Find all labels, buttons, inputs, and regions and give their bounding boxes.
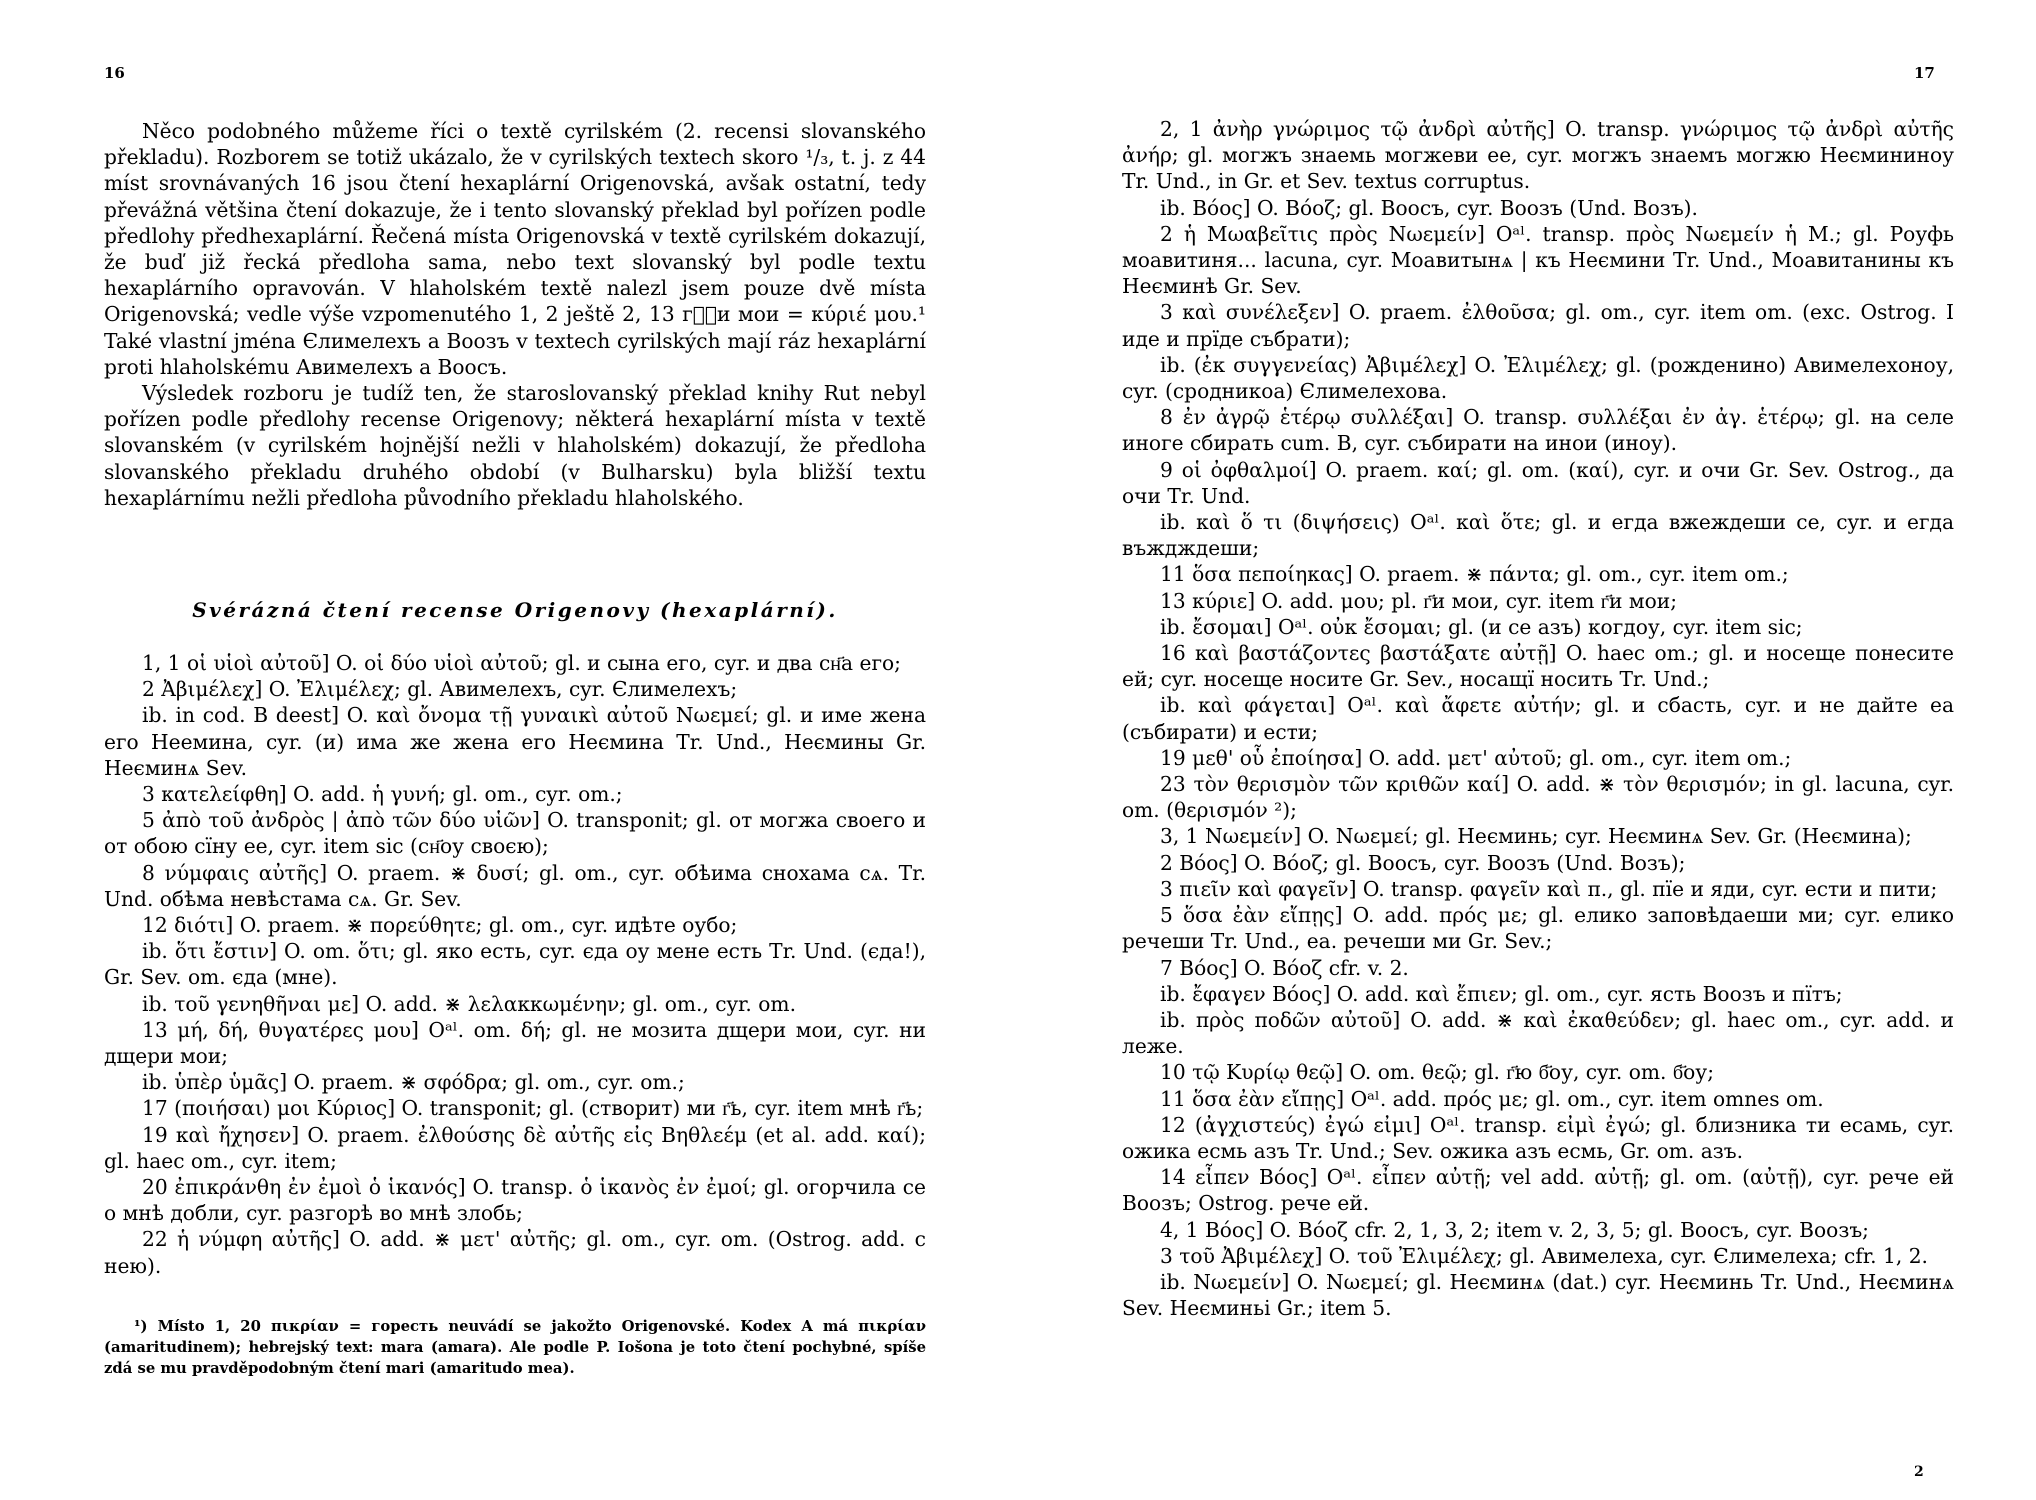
variant-entry: 12 (ἀγχιστεύς) ἐγώ εἰμι] Oᵃˡ. transp. εἰμὶ ἐγώ; gl. близника ти есамь, cyr. ожика есмь азъ Tr. Und.; Sev. ожика азъ есмь, Gr. om. азъ. bbox=[1122, 1112, 1954, 1163]
left-entries bbox=[104, 650, 926, 1279]
right-entries bbox=[1122, 116, 1954, 1321]
variant-entry: 3 καὶ συνέλεξεν] O. praem. ἐλθοῦσα; gl. om., cyr. item om. (exc. Ostrog. І иде и прїде събрати); bbox=[1122, 300, 1954, 351]
intro-paragraph-1: Něco podobného můžeme říci o textě cyrilském (2. recensi slovanského překladu). Rozborem se totiž ukázalo, že v cyrilských textech skoro ¹/₃, t. j. z 44 míst srovnávaných 16 jsou čtení hexaplární Origenovská, avšak ostatní, tedy převážná většina čtení dokazuje, že i tento slovanský překlad byl pořízen podle předlohy předhexaplární. Řečená místa Origenovská v textě cyrilském dokazují, že buď již řecká předloha sama, nebo text slovanský byl podle textu hexaplárního opravován. V hlaholském textě nalezl jsem pouze dvě místa Origenovská; vedle výše vzpomenutého 1, 2 ještě 2, 13 г҃ⷭи мои = κύριέ μου.¹ Také vlastní jména Єлимелехъ a Воозъ v textech cyrilských mají ráz hexaplární proti hlaholskému Авимелехъ a Воосъ. bbox=[104, 119, 926, 379]
footnote-text: ¹) Místo 1, 20 πικρίαν = горесть neuvádí se jakožto Origenovské. Kodex A má πικρίαν (amaritudinem); hebrejský text: mara (amara). Ale podle P. Iošona je toto čtení pochybné, spíše zdá se mu pravděpodobným čtení mari (amaritudo mea). bbox=[104, 1318, 926, 1377]
variant-entry: 2 ἡ Μωαβεῖτις πρὸς Νωεμείν] Oᵃˡ. transp. πρὸς Νωεμείν ἡ M.; gl. Роуфь моавитиня... lacuna, cyr. Моавитынѧ | къ Неємини Tr. Und., Моавитанины къ Неєминѣ Gr. Sev. bbox=[1122, 221, 1954, 299]
footnote bbox=[104, 1316, 926, 1379]
variant-entry: 11 ὅσα πεποίηκας] O. praem. ⋇ πάντα; gl. om., cyr. item om.; bbox=[1160, 562, 1789, 587]
variant-entry: 17 (ποιήσαι) μοι Κύριος] O. transponit; gl. (створит) ми г҃ь, cyr. item мнѣ г҃ь; bbox=[142, 1096, 924, 1121]
right-page bbox=[1018, 0, 2036, 1500]
variant-entry: 2 Ἀβιμέλεχ] O. Ἐλιμέλεχ; gl. Авимелехъ, cyr. Єлимелехъ; bbox=[142, 677, 738, 702]
variant-entry: 3 κατελείφθη] O. add. ἡ γυνή; gl. om., cyr. om.; bbox=[142, 782, 623, 807]
variant-entry: 13 κύριε] O. add. μου; pl. г҃и мои, cyr. item г҃и мои; bbox=[1160, 588, 1678, 613]
variant-entry: 16 καὶ βαστάζοντες βαστάξατε αὐτῇ] O. haec om.; gl. и носеще понесите ей; cyr. носеще носите Gr. Sev., носащї носить Tr. Und.; bbox=[1122, 641, 1954, 692]
variant-entry: ib. Βόος] O. Βόοζ; gl. Воосъ, cyr. Воозъ (Und. Возъ). bbox=[1160, 195, 1698, 220]
variant-entry: 19 καὶ ἤχησεν] O. praem. ἐλθούσης δὲ αὐτῆς εἰς Βηθλεέμ (et al. add. καί); gl. haec om., cyr. item; bbox=[104, 1122, 926, 1173]
intro-text bbox=[104, 118, 926, 511]
variant-entry: ib. καὶ ὅ τι (διψήσεις) Oᵃˡ. καὶ ὅτε; gl. и егда вжеждеши се, cyr. и егда въждждеши; bbox=[1122, 510, 1954, 561]
variant-entry: 5 ἀπὸ τοῦ ἀνδρὸς | ἀπὸ τῶν δύο υἱῶν] O. transponit; gl. от могжа своего и от обою сїну ее, cyr. item sic (сн҃оу своєю); bbox=[104, 808, 926, 859]
variant-entry: ib. ὅτι ἔστιν] O. om. ὅτι; gl. яко есть, cyr. єда оу мене есть Tr. Und. (єда!), Gr. Sev. om. єда (мне). bbox=[104, 939, 926, 990]
variant-entry: ib. Νωεμείν] O. Νωεμεί; gl. Неєминѧ (dat.) cyr. Неєминь Tr. Und., Неєминѧ Sev. Неєминьі Gr.; item 5. bbox=[1122, 1269, 1954, 1321]
variant-entry: ib. τοῦ γενηθῆναι με] O. add. ⋇ λελακκωμένην; gl. om., cyr. om. bbox=[142, 991, 796, 1016]
variant-entry: 8 νύμφαις αὐτῆς] O. praem. ⋇ δυσί; gl. om., cyr. обѣима снохама сѧ. Tr. Und. обѣма невѣстама сѧ. Gr. Sev. bbox=[104, 860, 926, 911]
variant-entry: ib. in cod. B deest] O. καὶ ὄνομα τῇ γυναικὶ αὐτοῦ Νωεμεί; gl. и име жена его Неемина, cyr. (и) има же жена его Неємина Tr. Und., Неємины Gr. Неєминѧ Sev. bbox=[104, 703, 926, 780]
variant-entry: ib. ἔφαγεν Βόος] O. add. καὶ ἔπιεν; gl. om., cyr. ясть Воозъ и пїтъ; bbox=[1160, 981, 1843, 1006]
variant-entry: 7 Βόος] O. Βόοζ cfr. v. 2. bbox=[1160, 955, 1409, 980]
right-page-number: 17 bbox=[1914, 64, 1935, 82]
variant-entry: 1, 1 οἱ υἱοὶ αὐτοῦ] O. οἱ δύο υἱοὶ αὐτοῦ; gl. и сына его, cyr. и два сн҃а его; bbox=[142, 651, 901, 675]
variant-entry: 5 ὅσα ἐὰν εἴπῃς] O. add. πρός με; gl. елико заповѣдаеши ми; cyr. елико речеши Tr. Und., еа. речеши ми Gr. Sev.; bbox=[1122, 903, 1954, 954]
variant-entry: 4, 1 Βόος] O. Βόοζ cfr. 2, 1, 3, 2; item v. 2, 3, 5; gl. Воосъ, cyr. Воозъ; bbox=[1160, 1217, 1869, 1242]
variant-entry: 14 εἶπεν Βόος] Oᵃˡ. εἶπεν αὐτῇ; vel add. αὐτῇ; gl. om. (αὐτῇ), cyr. рече ей Воозъ; Ostrog. рече ей. bbox=[1122, 1165, 1954, 1216]
variant-entry: 13 μή, δή, θυγατέρες μου] Oᵃˡ. om. δή; gl. не мозита дщери мои, cyr. ни дщери мои; bbox=[104, 1017, 926, 1069]
left-page-number: 16 bbox=[104, 64, 125, 82]
variant-entry: 23 τὸν θερισμὸν τῶν κριθῶν καί] O. add. ⋇ τὸν θερισμόν; in gl. lacuna, cyr. om. (θερισμόν ²); bbox=[1122, 772, 1954, 823]
variant-entry: ib. καὶ φάγεται] Oᵃˡ. καὶ ἄφετε αὐτήν; gl. и сбасть, cyr. и не дайте еа (събирати) и ести; bbox=[1122, 693, 1954, 744]
variant-entry: ib. ὑπὲρ ὑμᾶς] O. praem. ⋇ σφόδρα; gl. om., cyr. om.; bbox=[142, 1070, 685, 1095]
variant-entry: ib. (ἐκ συγγενείας) Ἀβιμέλεχ] O. Ἐλιμέλεχ; gl. (рожденино) Авимелехоноу, cyr. (сродникоа) Єлимелехова. bbox=[1122, 352, 1954, 404]
signature-mark: 2 bbox=[1914, 1464, 1924, 1480]
variant-entry: 11 ὅσα ἐὰν εἴπῃς] Oᵃˡ. add. πρός με; gl. om., cyr. item omnes om. bbox=[1160, 1086, 1824, 1111]
variant-entry: 20 ἐπικράνθη ἐν ἐμοὶ ὁ ἱκανός] O. transp. ὁ ἱκανὸς ἐν ἐμοί; gl. огорчила се о мнѣ добли, cyr. разгорѣ во мнѣ злобь; bbox=[104, 1175, 926, 1226]
section-heading: Svérázná čtení recense Origenovy (hexaplární). bbox=[192, 598, 838, 622]
variant-entry: ib. πρὸς ποδῶν αὐτοῦ] O. add. ⋇ καὶ ἐκαθεύδεν; gl. haec om., cyr. add. и леже. bbox=[1122, 1007, 1954, 1059]
variant-entry: 9 οἱ ὀφθαλμοί] O. praem. καί; gl. om. (καί), cyr. и очи Gr. Sev. Ostrog., да очи Tr. Und. bbox=[1122, 457, 1954, 508]
variant-entry: 3 πιεῖν καὶ φαγεῖν] O. transp. φαγεῖν καὶ π., gl. пїе и яди, cyr. ести и пити; bbox=[1160, 876, 1938, 901]
variant-entry: 19 μεθ' οὗ ἐποίησα] O. add. μετ' αὐτοῦ; gl. om., cyr. item om.; bbox=[1160, 745, 1792, 770]
variant-entry: 2, 1 ἀνὴρ γνώριμος τῷ ἀνδρὶ αὐτῆς] O. transp. γνώριμος τῷ ἀνδρὶ αὐτῆς ἀνήρ; gl. могжъ знаемь могжеви ее, cyr. могжъ знаемъ могжю Неємининоу Tr. Und., in Gr. et Sev. textus corruptus. bbox=[1122, 117, 1954, 194]
variant-entry: 3, 1 Νωεμείν] O. Νωεμεί; gl. Неєминь; cyr. Неєминѧ Sev. Gr. (Неємина); bbox=[1160, 824, 1912, 849]
variant-entry: 8 ἐν ἀγρῷ ἑτέρῳ συλλέξαι] O. transp. συλλέξαι ἐν ἀγ. ἑτέρῳ; gl. на селе иноге сбирать cum. B, cyr. събирати на инои (иноу). bbox=[1122, 405, 1954, 456]
variant-entry: ib. ἔσομαι] Oᵃˡ. οὐκ ἔσομαι; gl. (и се азъ) когдоу, cyr. item sic; bbox=[1160, 614, 1803, 639]
variant-entry: 10 τῷ Κυρίῳ θεῷ] O. om. θεῷ; gl. г҃ю б҃оу, cyr. om. б҃оу; bbox=[1160, 1060, 1714, 1085]
variant-entry: 3 τοῦ Ἀβιμέλεχ] O. τοῦ Ἐλιμέλεχ; gl. Авимелеха, cyr. Єлимелеха; cfr. 1, 2. bbox=[1160, 1243, 1928, 1268]
variant-entry: 12 διότι] O. praem. ⋇ πορεύθητε; gl. om., cyr. идѣте оубо; bbox=[142, 913, 738, 938]
variant-entry: 2 Βόος] O. Βόοζ; gl. Воосъ, cyr. Воозъ (Und. Возъ); bbox=[1160, 850, 1686, 875]
variant-entry: 22 ἡ νύμφη αὐτῆς] O. add. ⋇ μετ' αὐτῆς; gl. om., cyr. om. (Ostrog. add. с нею). bbox=[104, 1227, 926, 1278]
intro-paragraph-2: Výsledek rozboru je tudíž ten, že staroslovanský překlad knihy Rut nebyl pořízen podle předlohy recense Origenovy; některá hexaplární místa v textě slovanském (v cyrilském hojnější nežli v hlaholském) dokazují, že předloha slovanského překladu druhého období (v Bulharsku) byla bližší textu hexaplárnímu nežli předloha původního překladu hlaholského. bbox=[104, 381, 926, 510]
